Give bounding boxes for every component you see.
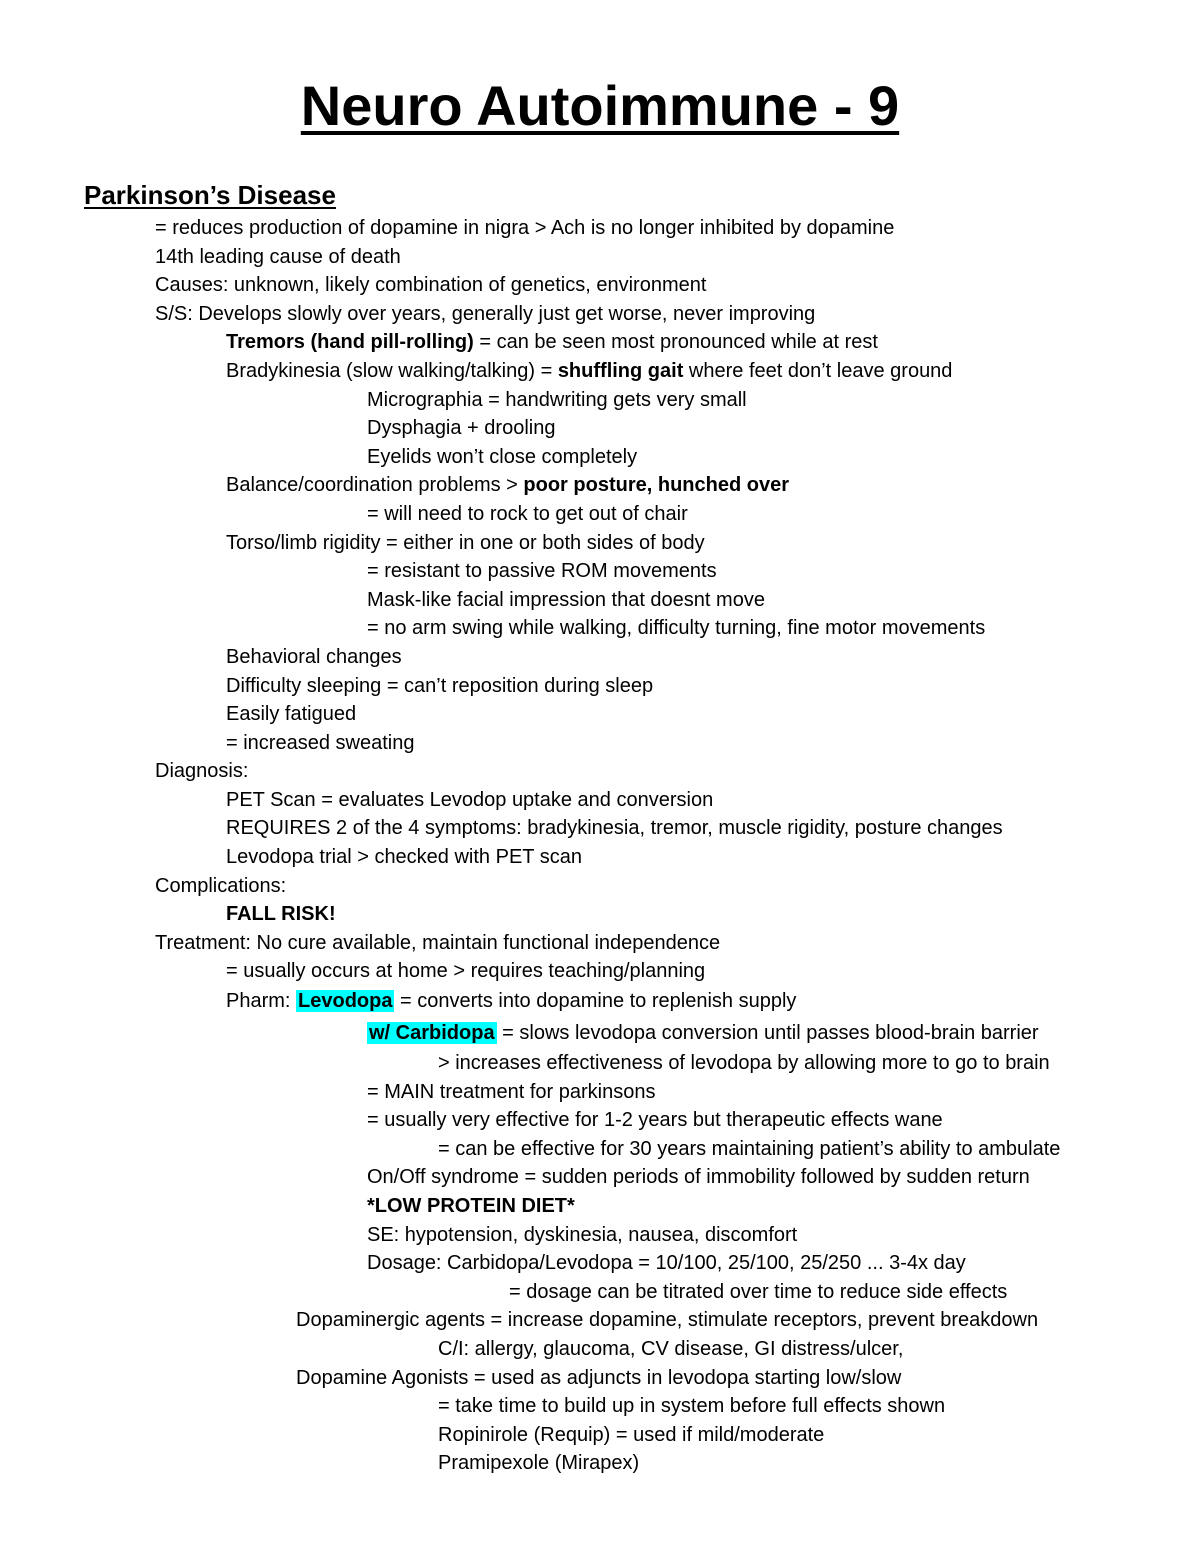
note-text: Complications: bbox=[155, 874, 287, 897]
note-line bbox=[0, 1421, 1200, 1450]
note-text: Mask-like facial impression that doesnt move bbox=[367, 588, 765, 611]
note-line bbox=[0, 843, 1200, 872]
page-title: Neuro Autoimmune - 9 bbox=[300, 74, 900, 137]
note-line bbox=[0, 443, 1200, 472]
note-line bbox=[0, 700, 1200, 729]
note-line bbox=[0, 957, 1200, 986]
note-text: = can be seen most pronounced while at rest bbox=[473, 331, 878, 354]
note-line bbox=[0, 1106, 1200, 1135]
bold-text: *LOW PROTEIN DIET* bbox=[367, 1195, 575, 1217]
note-text: = resistant to passive ROM movements bbox=[367, 560, 717, 583]
note-text: Easily fatigued bbox=[226, 703, 357, 726]
bold-text: FALL RISK! bbox=[226, 903, 336, 926]
note-text: Treatment: No cure available, maintain functional independence bbox=[155, 931, 721, 954]
note-text: = MAIN treatment for parkinsons bbox=[367, 1080, 656, 1103]
note-text: = can be effective for 30 years maintaining patient’s ability to ambulate bbox=[438, 1137, 1061, 1160]
note-line bbox=[0, 1335, 1200, 1364]
note-line bbox=[0, 1078, 1200, 1107]
highlighted-term: Levodopa bbox=[298, 990, 393, 1013]
note-line bbox=[0, 1249, 1200, 1278]
note-line bbox=[0, 814, 1200, 843]
note-text: = converts into dopamine to replenish supply bbox=[394, 990, 797, 1013]
note-text: = slows levodopa conversion until passes blood-brain barrier bbox=[496, 1021, 1039, 1044]
note-text: = no arm swing while walking, difficulty turning, fine motor movements bbox=[367, 617, 986, 640]
note-text: PET Scan = evaluates Levodop uptake and conversion bbox=[226, 788, 714, 811]
note-line bbox=[0, 243, 1200, 272]
note-line bbox=[0, 986, 1200, 1018]
note-line bbox=[0, 757, 1200, 786]
note-line bbox=[0, 271, 1200, 300]
note-line bbox=[0, 300, 1200, 329]
note-text: Difficulty sleeping = can’t reposition during sleep bbox=[226, 674, 654, 697]
note-text: On/Off syndrome = sudden periods of immobility followed by sudden return bbox=[367, 1166, 1030, 1189]
note-line bbox=[0, 1278, 1200, 1307]
note-text: Dysphagia + drooling bbox=[367, 417, 556, 440]
note-text: Dosage: Carbidopa/Levodopa = 10/100, 25/100, 25/250 ... 3-4x day bbox=[367, 1252, 966, 1275]
note-line bbox=[0, 500, 1200, 529]
highlighted-term: w/ Carbidopa bbox=[369, 1021, 495, 1044]
note-text: = increased sweating bbox=[226, 731, 415, 754]
note-text: C/I: allergy, glaucoma, CV disease, GI distress/ulcer, bbox=[438, 1337, 904, 1360]
note-text: Pramipexole (Mirapex) bbox=[438, 1452, 640, 1475]
note-text: Dopamine Agonists = used as adjuncts in levodopa starting low/slow bbox=[296, 1366, 902, 1389]
note-text: where feet don’t leave ground bbox=[683, 359, 953, 382]
note-text: Ropinirole (Requip) = used if mild/moderate bbox=[438, 1423, 825, 1446]
note-text: Eyelids won’t close completely bbox=[367, 445, 638, 468]
note-line bbox=[0, 557, 1200, 586]
note-line bbox=[0, 1221, 1200, 1250]
note-text: Dopaminergic agents = increase dopamine, stimulate receptors, prevent breakdown bbox=[296, 1309, 1039, 1332]
bold-text: Tremors (hand pill-rolling) bbox=[226, 331, 474, 354]
note-text: 14th leading cause of death bbox=[155, 245, 401, 268]
note-line bbox=[0, 786, 1200, 815]
bold-text: shuffling gait bbox=[557, 359, 684, 382]
note-text: Diagnosis: bbox=[155, 760, 249, 783]
note-text: Balance/coordination problems > bbox=[226, 474, 524, 497]
note-line bbox=[0, 357, 1200, 386]
bold-text: poor posture, hunched over bbox=[523, 474, 789, 497]
note-line bbox=[0, 1049, 1200, 1078]
note-line bbox=[0, 214, 1200, 243]
note-line bbox=[0, 929, 1200, 958]
note-text: SE: hypotension, dyskinesia, nausea, discomfort bbox=[367, 1223, 798, 1246]
note-line bbox=[0, 672, 1200, 701]
note-line bbox=[0, 586, 1200, 615]
note-text: REQUIRES 2 of the 4 symptoms: bradykinesia, tremor, muscle rigidity, posture changes bbox=[226, 817, 1003, 840]
note-text: Levodopa trial > checked with PET scan bbox=[226, 846, 582, 869]
note-text: = dosage can be titrated over time to reduce side effects bbox=[509, 1280, 1008, 1303]
note-line bbox=[0, 614, 1200, 643]
note-text: = usually occurs at home > requires teaching/planning bbox=[226, 960, 706, 983]
note-line bbox=[0, 1392, 1200, 1421]
note-line bbox=[0, 900, 1200, 929]
note-line bbox=[0, 1135, 1200, 1164]
note-text: Torso/limb rigidity = either in one or both sides of body bbox=[226, 531, 705, 554]
note-text: = usually very effective for 1-2 years but therapeutic effects wane bbox=[367, 1109, 943, 1132]
note-line bbox=[0, 1306, 1200, 1335]
note-text: Micrographia = handwriting gets very small bbox=[367, 388, 747, 411]
section-heading: Parkinson’s Disease bbox=[84, 180, 336, 210]
note-line bbox=[0, 1018, 1200, 1050]
note-text: = will need to rock to get out of chair bbox=[367, 502, 688, 525]
note-text: > increases effectiveness of levodopa by allowing more to go to brain bbox=[438, 1052, 1050, 1075]
note-text: = take time to build up in system before full effects shown bbox=[438, 1395, 946, 1418]
note-line bbox=[0, 471, 1200, 500]
note-text: S/S: Develops slowly over years, generally just get worse, never improving bbox=[155, 302, 816, 325]
note-line bbox=[0, 328, 1200, 357]
note-text: = reduces production of dopamine in nigra > Ach is no longer inhibited by dopamine bbox=[155, 217, 895, 239]
note-text: Bradykinesia (slow walking/talking) = bbox=[226, 359, 558, 382]
note-line bbox=[0, 1192, 1200, 1221]
note-line bbox=[0, 1364, 1200, 1393]
note-line bbox=[0, 872, 1200, 901]
note-text: Causes: unknown, likely combination of genetics, environment bbox=[155, 274, 707, 297]
note-line bbox=[0, 1163, 1200, 1192]
note-line bbox=[0, 414, 1200, 443]
note-line bbox=[0, 643, 1200, 672]
note-text: Behavioral changes bbox=[226, 645, 402, 668]
note-text: Pharm: bbox=[226, 990, 297, 1013]
note-line bbox=[0, 529, 1200, 558]
note-line bbox=[0, 1449, 1200, 1478]
note-line bbox=[0, 729, 1200, 758]
note-line bbox=[0, 386, 1200, 415]
notes-list bbox=[0, 214, 1200, 1478]
